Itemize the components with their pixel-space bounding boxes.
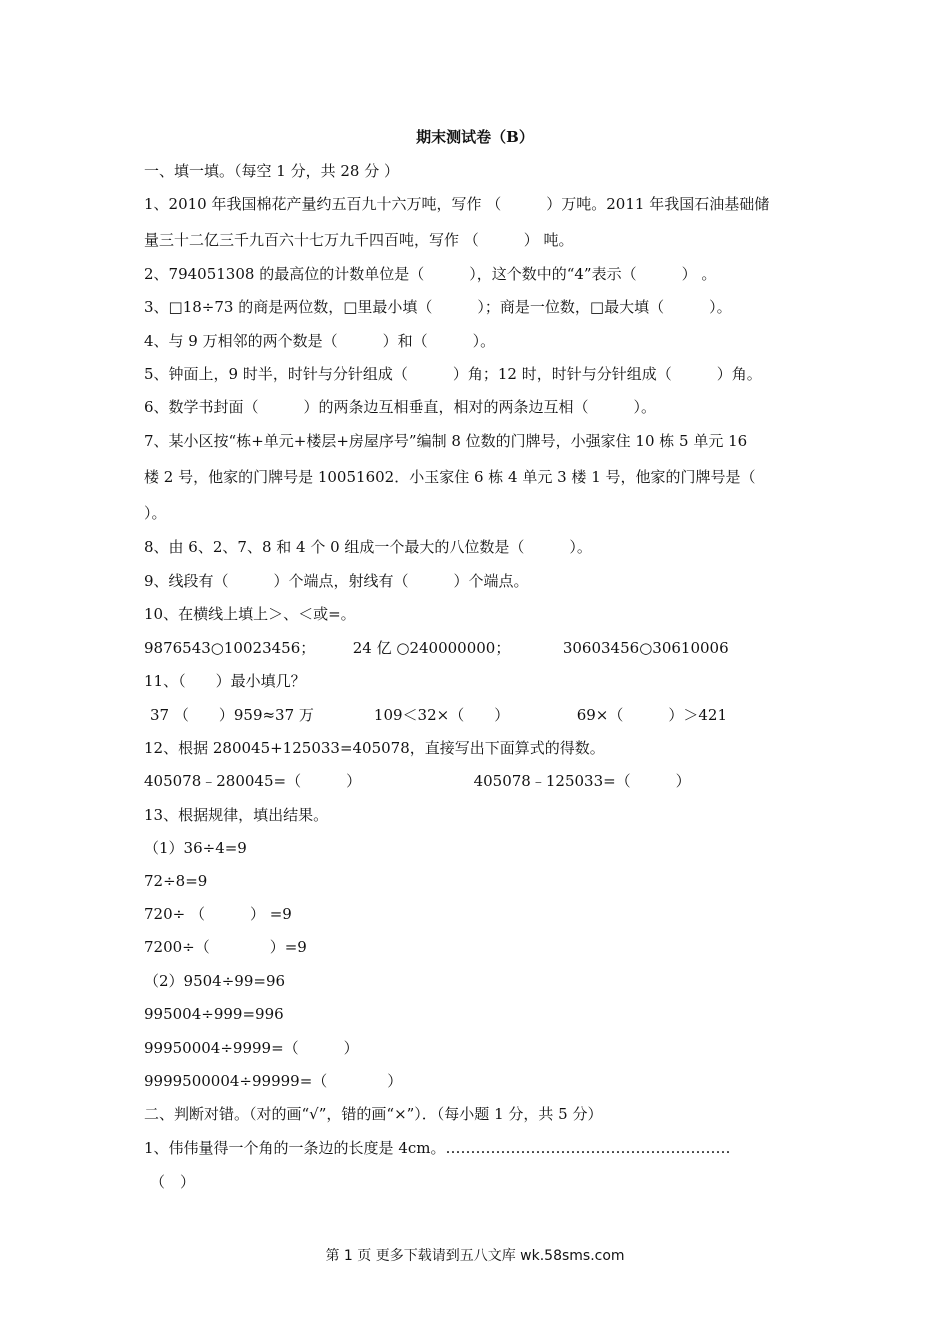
- question-7-line-1: 7、某小区按“栋+单元+楼层+房屋序号”编制 8 位数的门牌号，小强家住 10 栋 5 单元 16: [144, 432, 748, 450]
- footer-text: 第 1 页 更多下载请到五八文库: [325, 1248, 521, 1264]
- question-13-2-a: （2）9504÷99=96: [144, 972, 286, 990]
- question-4: 4、与 9 万相邻的两个数是（ ）和（ ）。: [144, 332, 496, 350]
- question-1-line-1: 1、2010 年我国棉花产量约五百九十六万吨，写作 （ ）万吨。2011 年我国石油基础储: [144, 195, 770, 213]
- question-13-1-a: （1）36÷4=9: [144, 839, 247, 857]
- question-7-line-3: ）。: [144, 504, 167, 522]
- question-11-items: 37 （ ）959≈37 万 109＜32×（ ） 69×（ ）＞421: [150, 706, 727, 724]
- question-12-items: 405078﹣280045=（ ） 405078﹣125033=（ ）: [144, 772, 691, 790]
- question-13-2-b: 995004÷999=996: [144, 1005, 284, 1023]
- question-9: 9、线段有（ ）个端点，射线有（ ）个端点。: [144, 572, 529, 590]
- question-2: 2、794051308 的最高位的计数单位是（ ），这个数中的“4”表示（ ） 。: [144, 265, 717, 283]
- question-10: 10、在横线上填上＞、＜或=。: [144, 605, 356, 623]
- judge-question-1-answer: （ ）: [150, 1173, 196, 1191]
- section-heading-fill: 一、填一填。（每空 1 分，共 28 分 ）: [144, 162, 399, 180]
- question-8: 8、由 6、2、7、8 和 4 个 0 组成一个最大的八位数是（ ）。: [144, 538, 592, 556]
- question-10-items: 9876543○10023456； 24 亿 ○240000000； 30603456○30610006: [144, 639, 729, 657]
- judge-question-1: 1、伟伟量得一个角的一条边的长度是 4cm。…………………………………………………: [144, 1139, 731, 1157]
- question-1-line-2: 量三十二亿三千九百六十七万九千四百吨，写作 （ ） 吨。: [144, 231, 574, 249]
- question-13-1-c: 720÷ （ ） =9: [144, 905, 292, 923]
- question-13-1-d: 7200÷（ ）=9: [144, 938, 307, 956]
- question-5: 5、钟面上，9 时半，时针与分针组成（ ）角；12 时，时针与分针组成（ ）角。: [144, 365, 762, 383]
- question-6: 6、数学书封面（ ）的两条边互相垂直，相对的两条边互相（ ）。: [144, 398, 657, 416]
- question-7-line-2: 楼 2 号，他家的门牌号是 10051602．小玉家住 6 栋 4 单元 3 楼 1 号，他家的门牌号是（: [144, 468, 756, 486]
- question-13: 13、根据规律，填出结果。: [144, 806, 329, 824]
- page-footer: [0, 1246, 950, 1266]
- question-13-2-c: 99950004÷9999=（ ）: [144, 1039, 359, 1057]
- question-11: 11、（ ）最小填几？: [144, 672, 306, 690]
- section-heading-judge: 二、判断对错。（对的画“√”，错的画“×”）．（每小题 1 分，共 5 分）: [144, 1105, 603, 1123]
- question-3: 3、□18÷73 的商是两位数，□里最小填（ ）；商是一位数，□最大填（ ）。: [144, 298, 732, 316]
- question-12: 12、根据 280045+125033=405078，直接写出下面算式的得数。: [144, 739, 605, 757]
- question-13-2-d: 9999500004÷99999=（ ）: [144, 1072, 403, 1090]
- page-title: 期末测试卷（B）: [416, 128, 534, 146]
- footer-site-link[interactable]: wk.58sms.com: [520, 1248, 625, 1264]
- question-13-1-b: 72÷8=9: [144, 872, 208, 890]
